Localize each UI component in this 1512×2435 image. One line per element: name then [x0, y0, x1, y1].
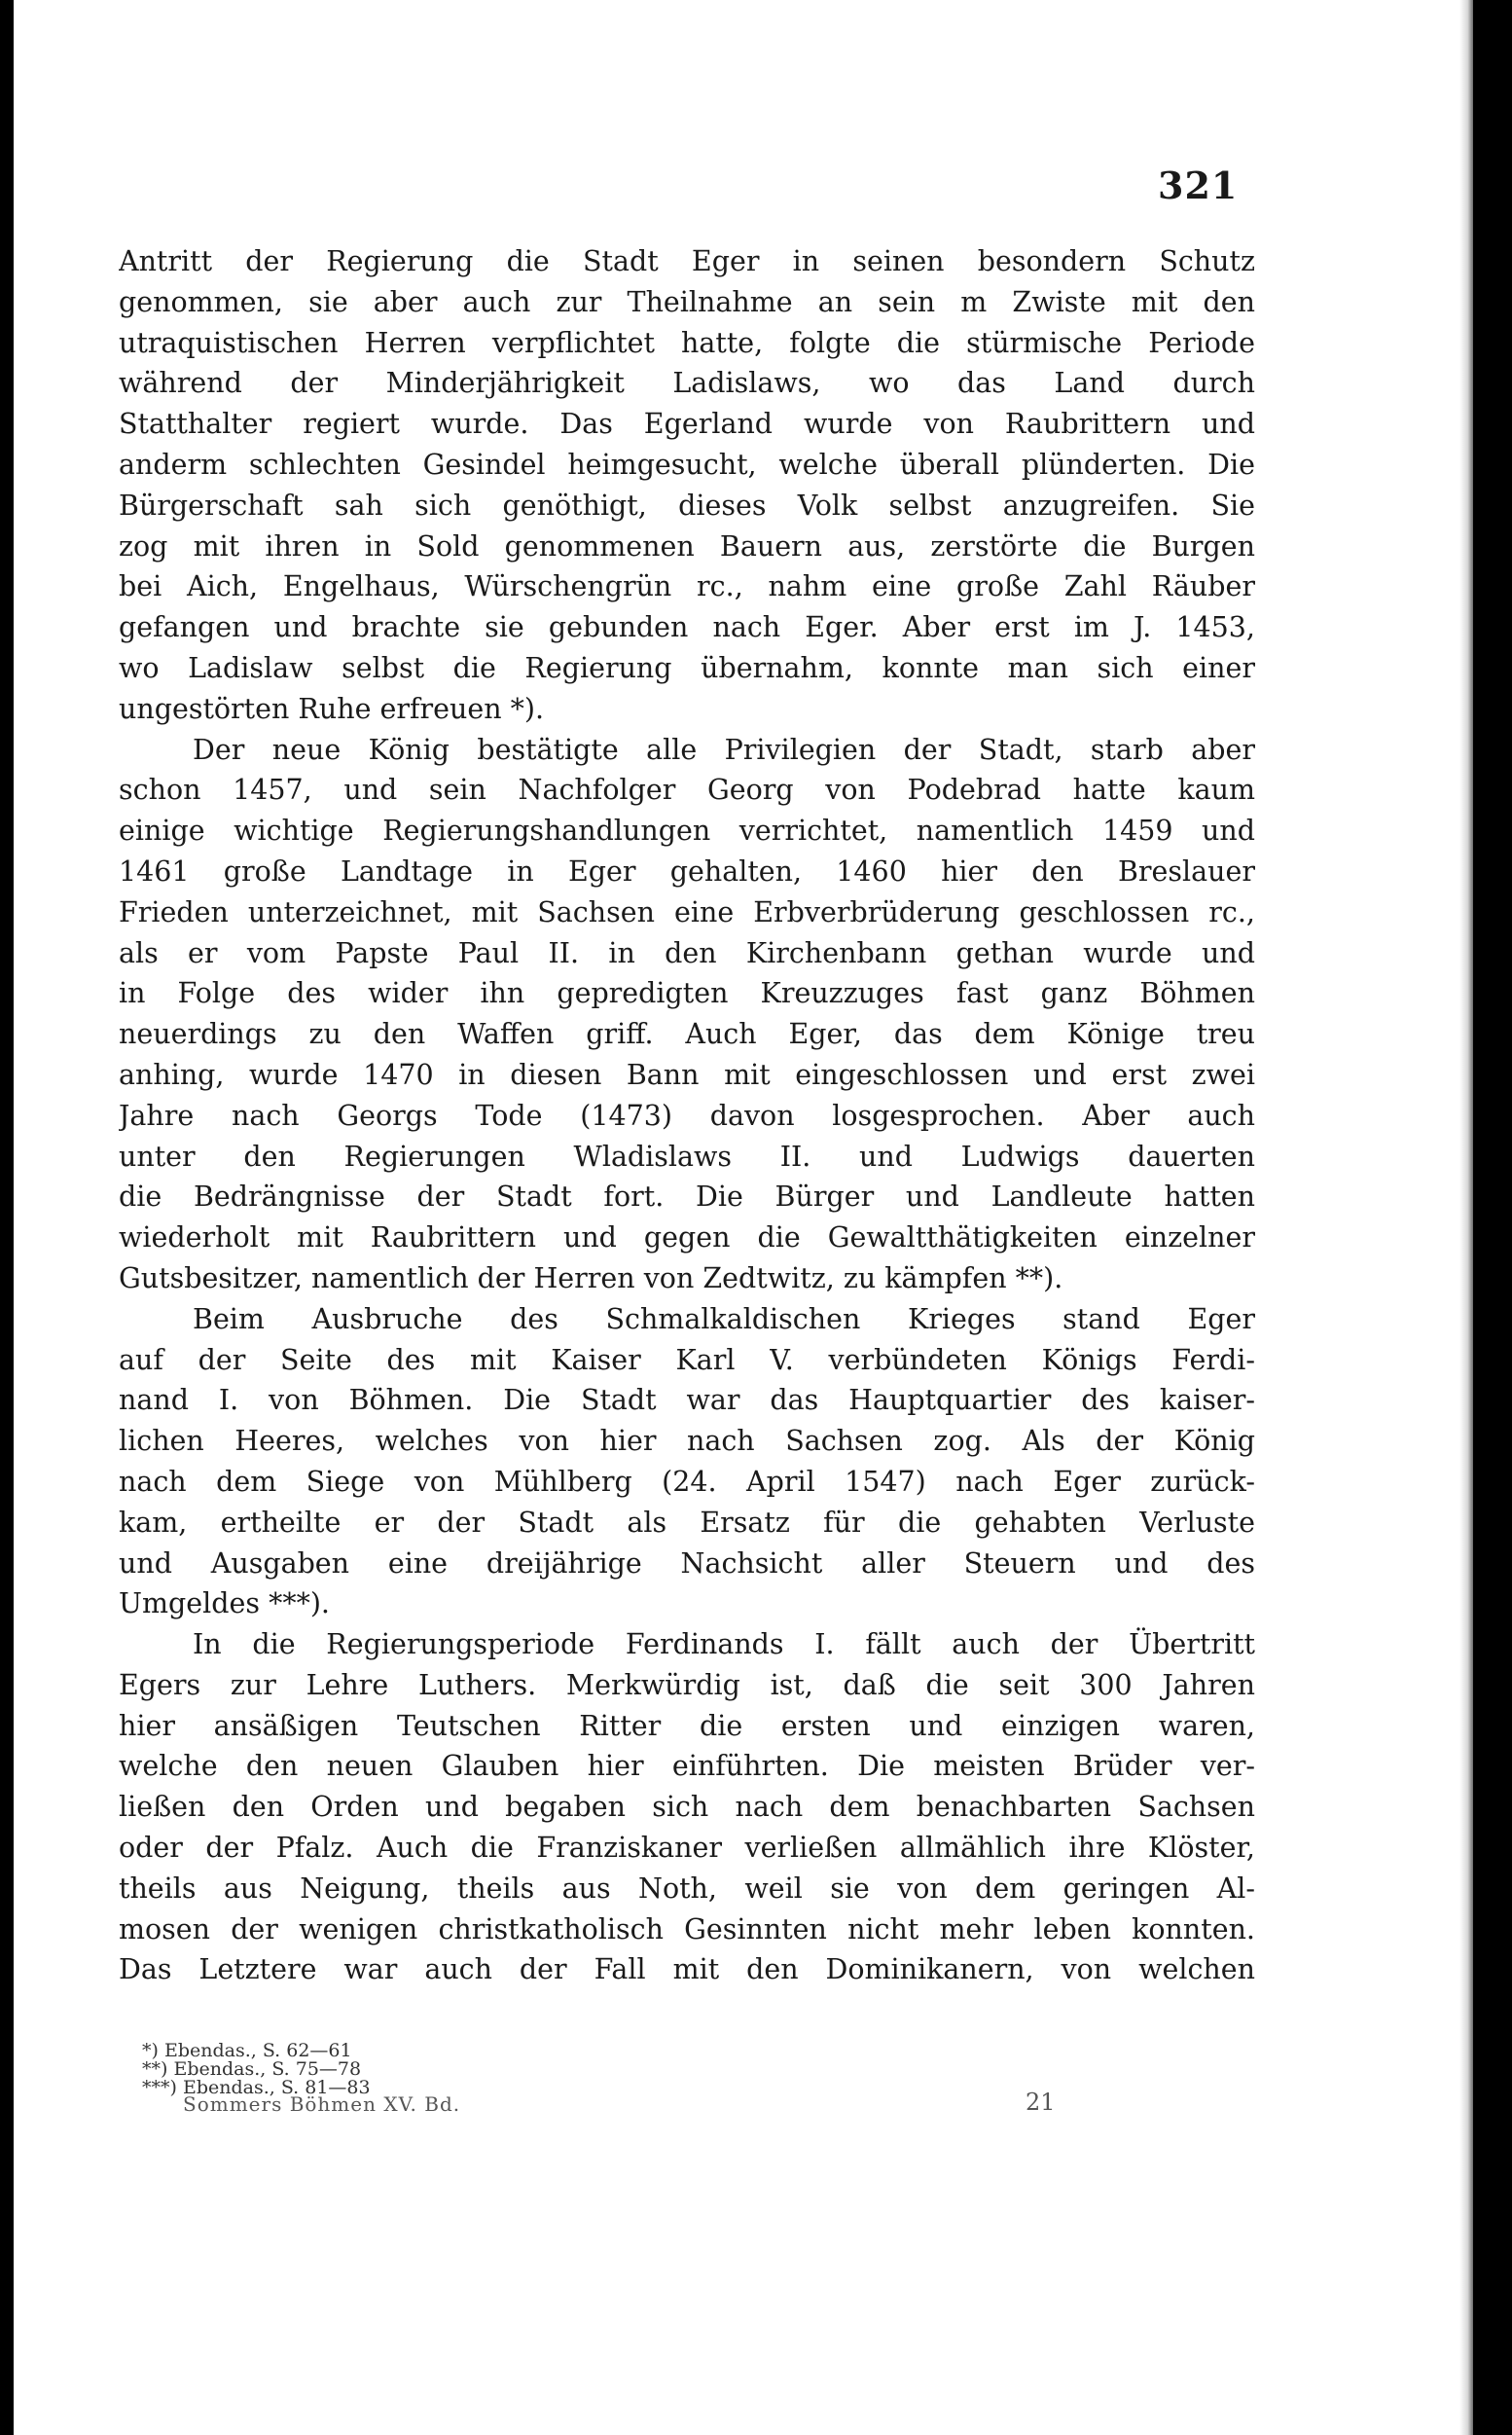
text-line: Antritt der Regierung die Stadt Eger in seinen besondern Schutz — [119, 245, 1255, 277]
text-line: theils aus Neigung, theils aus Noth, weil sie von dem geringen Al- — [119, 1872, 1255, 1905]
body-text — [119, 241, 1255, 1990]
text-line: kam, ertheilte er der Stadt als Ersatz für die gehabten Verluste — [119, 1506, 1255, 1539]
text-line: gefangen und brachte sie gebunden nach Eger. Aber erst im J. 1453, — [119, 611, 1255, 644]
text-line: Umgeldes ***). — [119, 1587, 330, 1620]
text-line: genommen, sie aber auch zur Theilnahme an sein m Zwiste mit den — [119, 285, 1255, 318]
text-line: die Bedrängnisse der Stadt fort. Die Bürger und Landleute hatten — [119, 1181, 1255, 1214]
text-line: Frieden unterzeichnet, mit Sachsen eine Erbverbrüderung geschlossen rc., — [119, 895, 1255, 928]
text-line: wiederholt mit Raubrittern und gegen die Gewaltthätigkeiten einzelner — [119, 1221, 1255, 1254]
signature-number: 21 — [1026, 2089, 1056, 2116]
text-line: In die Regierungsperiode Ferdinands I. fällt auch der Übertritt — [193, 1628, 1255, 1661]
text-line: Gutsbesitzer, namentlich der Herren von Zedtwitz, zu kämpfen **). — [119, 1261, 1063, 1294]
text-line: als er vom Papste Paul II. in den Kirchenbann gethan wurde und — [119, 936, 1255, 969]
footnote: **) Ebendas., S. 75—78 — [142, 2058, 362, 2080]
text-line: mosen der wenigen christkatholisch Gesinnten nicht mehr leben konnten. — [119, 1912, 1255, 1945]
text-line: 1461 große Landtage in Eger gehalten, 1460 hier den Breslauer — [119, 854, 1255, 888]
text-line: Der neue König bestätigte alle Privilegien der Stadt, starb aber — [193, 733, 1255, 766]
footnotes — [142, 2042, 531, 2097]
text-line: welche den neuen Glauben hier einführten. Die meisten Brüder ver- — [119, 1750, 1255, 1783]
footnote: ***) Ebendas., S. 81—83 — [142, 2077, 371, 2098]
page-number: 321 — [1158, 164, 1239, 207]
text-line: anderm schlechten Gesindel heimgesucht, welche überall plünderten. Die — [119, 448, 1255, 481]
text-line: oder der Pfalz. Auch die Franziskaner verließen allmählich ihre Klöster, — [119, 1832, 1255, 1865]
text-line: wo Ladislaw selbst die Regierung übernahm, konnte man sich einer — [119, 651, 1255, 684]
scan-border-left — [0, 0, 14, 2435]
text-line: Jahre nach Georgs Tode (1473) davon losgesprochen. Aber auch — [119, 1099, 1255, 1132]
text-line: ungestörten Ruhe erfreuen *). — [119, 692, 545, 725]
text-line: lichen Heeres, welches von hier nach Sachsen zog. Als der König — [119, 1425, 1255, 1458]
text-line: unter den Regierungen Wladislaws II. und Ludwigs dauerten — [119, 1140, 1255, 1173]
scan-border-right — [1473, 0, 1512, 2435]
scan-shadow-right — [1459, 0, 1473, 2435]
signature-mark: Sommers Böhmen XV. Bd. — [183, 2092, 461, 2116]
text-line: auf der Seite des mit Kaiser Karl V. verbündeten Königs Ferdi- — [119, 1343, 1255, 1376]
text-line: Beim Ausbruche des Schmalkaldischen Krieges stand Eger — [193, 1302, 1255, 1335]
text-line: einige wichtige Regierungshandlungen verrichtet, namentlich 1459 und — [119, 815, 1255, 848]
text-line: neuerdings zu den Waffen griff. Auch Eger, das dem Könige treu — [119, 1018, 1255, 1051]
text-line: in Folge des wider ihn gepredigten Kreuzzuges fast ganz Böhmen — [119, 977, 1255, 1010]
text-line: utraquistischen Herren verpflichtet hatte, folgte die stürmische Periode — [119, 326, 1255, 359]
text-line: Bürgerschaft sah sich genöthigt, dieses Volk selbst anzugreifen. Sie — [119, 489, 1255, 522]
text-line: zog mit ihren in Sold genommenen Bauern aus, zerstörte die Burgen — [119, 529, 1255, 563]
text-line: hier ansäßigen Teutschen Ritter die ersten und einzigen waren, — [119, 1709, 1255, 1742]
text-line: Statthalter regiert wurde. Das Egerland wurde von Raubrittern und — [119, 408, 1255, 441]
text-line: nach dem Siege von Mühlberg (24. April 1547) nach Eger zurück- — [119, 1465, 1255, 1498]
text-line: Egers zur Lehre Luthers. Merkwürdig ist, daß die seit 300 Jahren — [119, 1668, 1255, 1701]
text-line: ließen den Orden und begaben sich nach dem benachbarten Sachsen — [119, 1791, 1255, 1824]
text-line: und Ausgaben eine dreijährige Nachsicht aller Steuern und des — [119, 1546, 1255, 1580]
text-line: schon 1457, und sein Nachfolger Georg von Podebrad hatte kaum — [119, 774, 1255, 807]
text-line: nand I. von Böhmen. Die Stadt war das Hauptquartier des kaiser- — [119, 1384, 1255, 1417]
footnote: *) Ebendas., S. 62—61 — [142, 2040, 352, 2061]
text-line: bei Aich, Engelhaus, Würschengrün rc., nahm eine große Zahl Räuber — [119, 570, 1255, 603]
text-line: während der Minderjährigkeit Ladislaws, wo das Land durch — [119, 367, 1255, 400]
text-line: Das Letztere war auch der Fall mit den Dominikanern, von welchen — [119, 1953, 1255, 1986]
text-line: anhing, wurde 1470 in diesen Bann mit eingeschlossen und erst zwei — [119, 1058, 1255, 1091]
